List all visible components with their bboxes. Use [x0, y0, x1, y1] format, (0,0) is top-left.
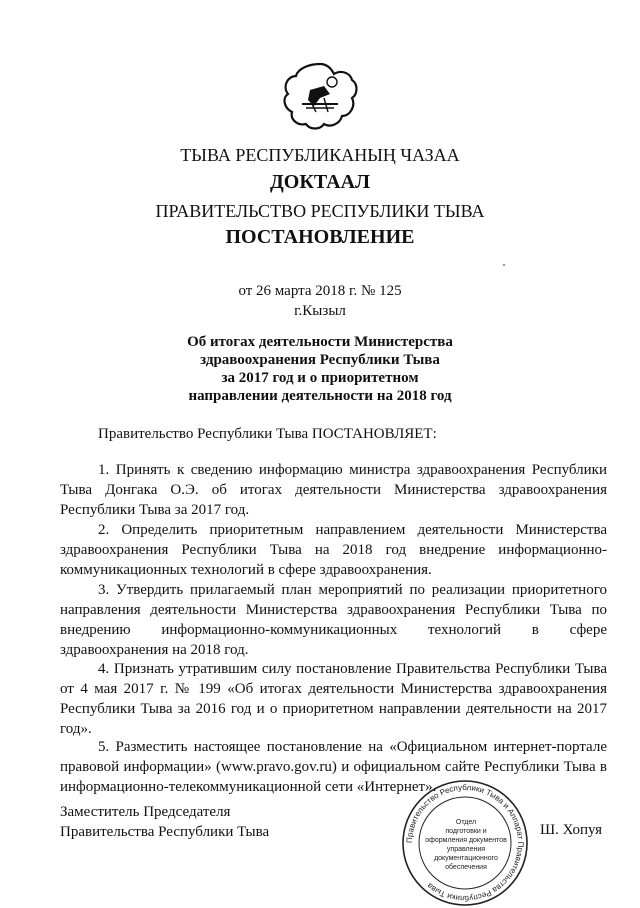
date-number: от 26 марта 2018 г. № 125 [238, 283, 402, 299]
position-line-2: Правительства Республики Тыва [60, 824, 270, 840]
tuva-emblem-icon [280, 60, 360, 132]
stamp-line: оформления документов [425, 837, 507, 844]
title-line-1: Об итогах деятельности Министерства [187, 334, 453, 350]
item-5: 5. Разместить настоящее постановление на «Официальном интернет-портале правовой информации» (www.pravo.gov.ru) и официальном сайте Республики Тыва в информационно-телекоммуникационной сети «Интернет». [60, 739, 607, 795]
stamp-line: Отдел [455, 819, 477, 826]
item-3: 3. Утвердить прилагаемый план мероприятий по реализации приоритетного направления деятельности Министерства здравоохранения Республики Тыва по внедрению информационно-коммуникационных технологий в сфере здравоохранения на 2018 год. [60, 582, 607, 658]
stamp-ring-text: Правительство Республики Тыва и Аппарат Правительства Республики Тыва [404, 782, 526, 904]
title-line-4: направлении деятельности на 2018 год [188, 388, 452, 404]
stamp-line: управления [446, 846, 486, 853]
preamble: Правительство Республики Тыва ПОСТАНОВЛЯЕТ: [98, 426, 437, 442]
item-2: 2. Определить приоритетным направлением деятельности Министерства здравоохранения Республики Тыва на 2018 год внедрение информационно-коммуникационных технологий в сфере здравоохранения. [60, 522, 607, 578]
stamp-line: документационного [434, 855, 498, 862]
header-doc-type: ПОСТАНОВЛЕНИЕ [225, 226, 415, 248]
stamp-center-text [416, 818, 516, 872]
position-line-1: Заместитель Председателя [60, 804, 231, 820]
item-1: 1. Принять к сведению информацию министра здравоохранения Республики Тыва Донгака О.Э. об итогах деятельности Министерства здравоохранения Республики Тыва за 2017 год. [60, 462, 607, 518]
title-line-3: за 2017 год и о приоритетном [221, 370, 419, 386]
header-tuvan-government: ТЫВА РЕСПУБЛИКАНЫҢ ЧАЗАА [180, 145, 460, 165]
signatory-position [60, 802, 269, 842]
title-line-2: здравоохранения Республики Тыва [200, 352, 440, 368]
stamp-line: подготовки и [445, 828, 487, 835]
signatory-name: Ш. Хопуя [540, 822, 603, 838]
item-4: 4. Признать утратившим силу постановление Правительства Республики Тыва от 4 мая 2017 г. № 199 «Об итогах деятельности Министерства здравоохранения Республики Тыва за 2016 год и о приоритетном направлении деятельности на 2017 год». [60, 661, 607, 737]
city: г.Кызыл [294, 303, 346, 319]
stamp-line: обеспечения [445, 864, 487, 871]
scan-speck [503, 264, 505, 266]
header-government: ПРАВИТЕЛЬСТВО РЕСПУБЛИКИ ТЫВА [155, 201, 485, 221]
header-tuvan-doc: ДОКТААЛ [270, 171, 370, 193]
